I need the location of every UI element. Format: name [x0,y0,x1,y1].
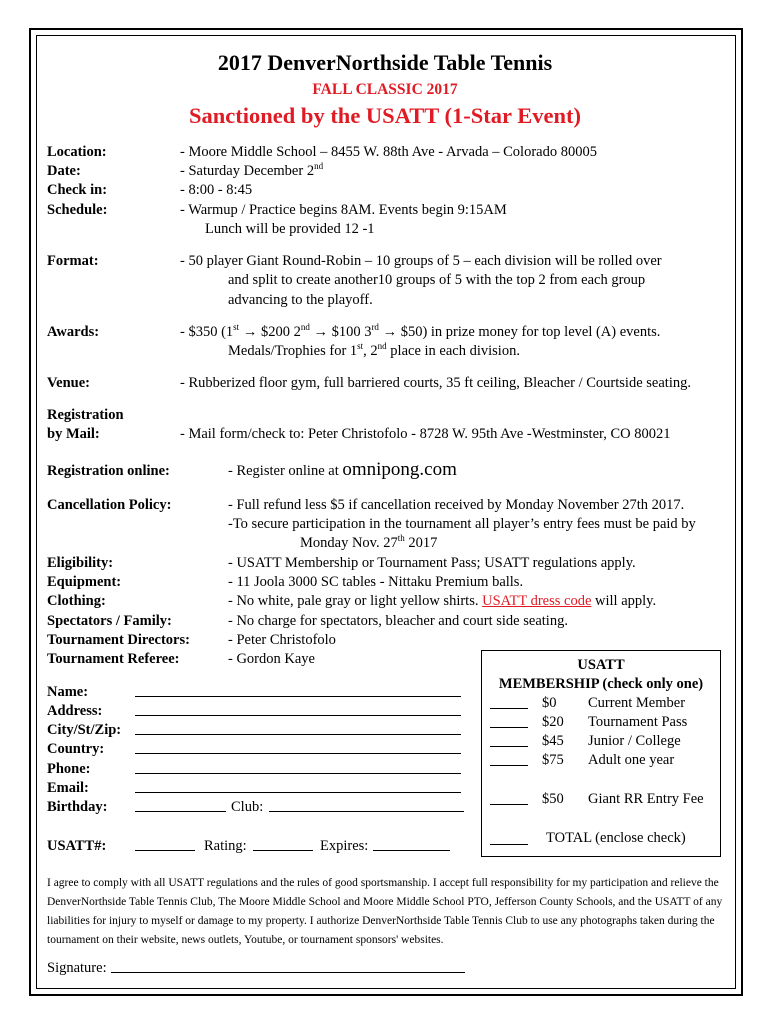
format-line-2: and split to create another10 groups of 5 with the top 2 from each group [228,272,646,288]
birthday-label: Birthday: [47,799,108,815]
membership-price-2: $45 [542,733,564,749]
membership-desc-2: Junior / College [588,733,681,749]
country-field[interactable] [135,741,461,754]
eligibility-value: - USATT Membership or Tournament Pass; USATT regulations apply. [228,555,636,571]
club-field[interactable] [269,799,464,812]
country-label: Country: [47,741,105,757]
dress-code-link[interactable]: USATT dress code [482,593,592,609]
entry-fee-desc: Giant RR Entry Fee [588,791,704,807]
spectators-label: Spectators / Family: [47,613,172,629]
directors-value: - Peter Christofolo [228,632,336,648]
membership-price-1: $20 [542,714,564,730]
membership-title: USATT [577,657,625,673]
phone-field[interactable] [135,761,461,774]
cancel-line-3: Monday Nov. 27th 2017 [300,533,438,551]
format-line-1: - 50 player Giant Round-Robin – 10 groups of 5 – each division will be rolled over [180,253,662,269]
equipment-value: - 11 Joola 3000 SC tables - Nittaku Premium balls. [228,574,524,590]
name-label: Name: [47,684,89,700]
awards-label: Awards: [47,324,100,340]
venue-value: - Rubberized floor gym, full barriered courts, 35 ft ceiling, Bleacher / Courtside seating. [180,375,691,391]
membership-check-2[interactable] [490,734,528,747]
checkin-label: Check in: [47,182,108,198]
registration-mail-value: - Mail form/check to: Peter Christofolo - 8728 W. 95th Ave -Westminster, CO 80021 [180,426,671,442]
online-label: Registration online: [47,463,170,479]
referee-value: - Gordon Kaye [228,651,315,667]
membership-check-3[interactable] [490,753,528,766]
cancel-label: Cancellation Policy: [47,497,172,513]
expires-label: Expires: [320,838,369,854]
schedule-label: Schedule: [47,202,108,218]
email-label: Email: [47,780,89,796]
page-title: 2017 DenverNorthside Table Tennis [217,50,553,75]
membership-desc-3: Adult one year [588,752,675,768]
membership-check-1[interactable] [490,715,528,728]
format-label: Format: [47,253,99,269]
date-label: Date: [47,163,81,179]
awards-prize-line: - $350 (1st → $200 2nd → $100 3rd → $50) in prize money for top level (A) events. [180,322,661,340]
venue-label: Venue: [47,375,90,391]
rating-label: Rating: [204,838,247,854]
name-field[interactable] [135,684,461,697]
checkin-value: - 8:00 - 8:45 [180,182,253,198]
entry-fee-check[interactable] [490,792,528,805]
registration-mail-label: by Mail: [47,426,100,442]
signature-label: Signature: [47,960,107,976]
cancel-line-1: - Full refund less $5 if cancellation received by Monday November 27th 2017. [228,497,685,513]
rating-field[interactable] [253,838,313,851]
membership-price-3: $75 [542,752,564,768]
membership-subtitle: MEMBERSHIP (check only one) [498,676,704,692]
registration-label: Registration [47,407,124,423]
address-field[interactable] [135,703,461,716]
city-label: City/St/Zip: [47,722,122,738]
awards-medals-line: Medals/Trophies for 1st, 2nd place in each division. [228,341,520,359]
liability-disclaimer: I agree to comply with all USATT regulations and the rules of good sportsmanship. I accept full responsibility for my participation and relieve the DenverNorthside Table Tennis Club, The Moore Middle School and Moore Middle School PTO, Jefferson County Schools, and the USATT of any liabilities for injury to myself or damage to my property. I authorize DenverNorthside Table Tennis Club to use any photographs taken during the tournament on their website, news outlets, Youtube, or tournament sponsors' websites. [47,877,723,946]
phone-label: Phone: [47,761,91,777]
signature-field[interactable] [111,960,465,973]
total-field[interactable] [490,832,528,845]
expires-field[interactable] [373,838,450,851]
referee-label: Tournament Referee: [47,651,180,667]
city-field[interactable] [135,722,461,735]
schedule-lunch: Lunch will be provided 12 -1 [205,221,375,237]
email-field[interactable] [135,780,461,793]
date-value: - Saturday December 2nd [180,161,324,179]
clothing-value: - No white, pale gray or light yellow shirts. USATT dress code will apply. [228,593,657,609]
spectators-value: - No charge for spectators, bleacher and court side seating. [228,613,568,629]
directors-label: Tournament Directors: [47,632,190,648]
sanction-heading: Sanctioned by the USATT (1-Star Event) [189,103,581,128]
membership-check-0[interactable] [490,696,528,709]
cancel-line-2: -To secure participation in the tournament all player’s entry fees must be paid by [228,516,696,532]
clothing-label: Clothing: [47,593,106,609]
equipment-label: Equipment: [47,574,122,590]
location-label: Location: [47,144,107,160]
address-label: Address: [47,703,103,719]
eligibility-label: Eligibility: [47,555,114,571]
event-subtitle: FALL CLASSIC 2017 [312,81,458,98]
club-label: Club: [231,799,264,815]
membership-price-0: $0 [542,695,557,711]
omnipong-link[interactable]: omnipong.com [342,459,457,480]
entry-fee-price: $50 [542,791,564,807]
format-line-3: advancing to the playoff. [228,292,373,308]
total-label: TOTAL (enclose check) [546,830,686,846]
online-value: - Register online at omnipong.com [228,459,457,480]
usatt-label: USATT#: [47,838,107,854]
birthday-field[interactable] [135,799,226,812]
usatt-number-field[interactable] [135,838,195,851]
schedule-value: - Warmup / Practice begins 8AM. Events begin 9:15AM [180,202,507,218]
membership-desc-0: Current Member [588,695,686,711]
location-value: - Moore Middle School – 8455 W. 88th Ave - Arvada – Colorado 80005 [180,144,597,160]
membership-desc-1: Tournament Pass [588,714,688,730]
